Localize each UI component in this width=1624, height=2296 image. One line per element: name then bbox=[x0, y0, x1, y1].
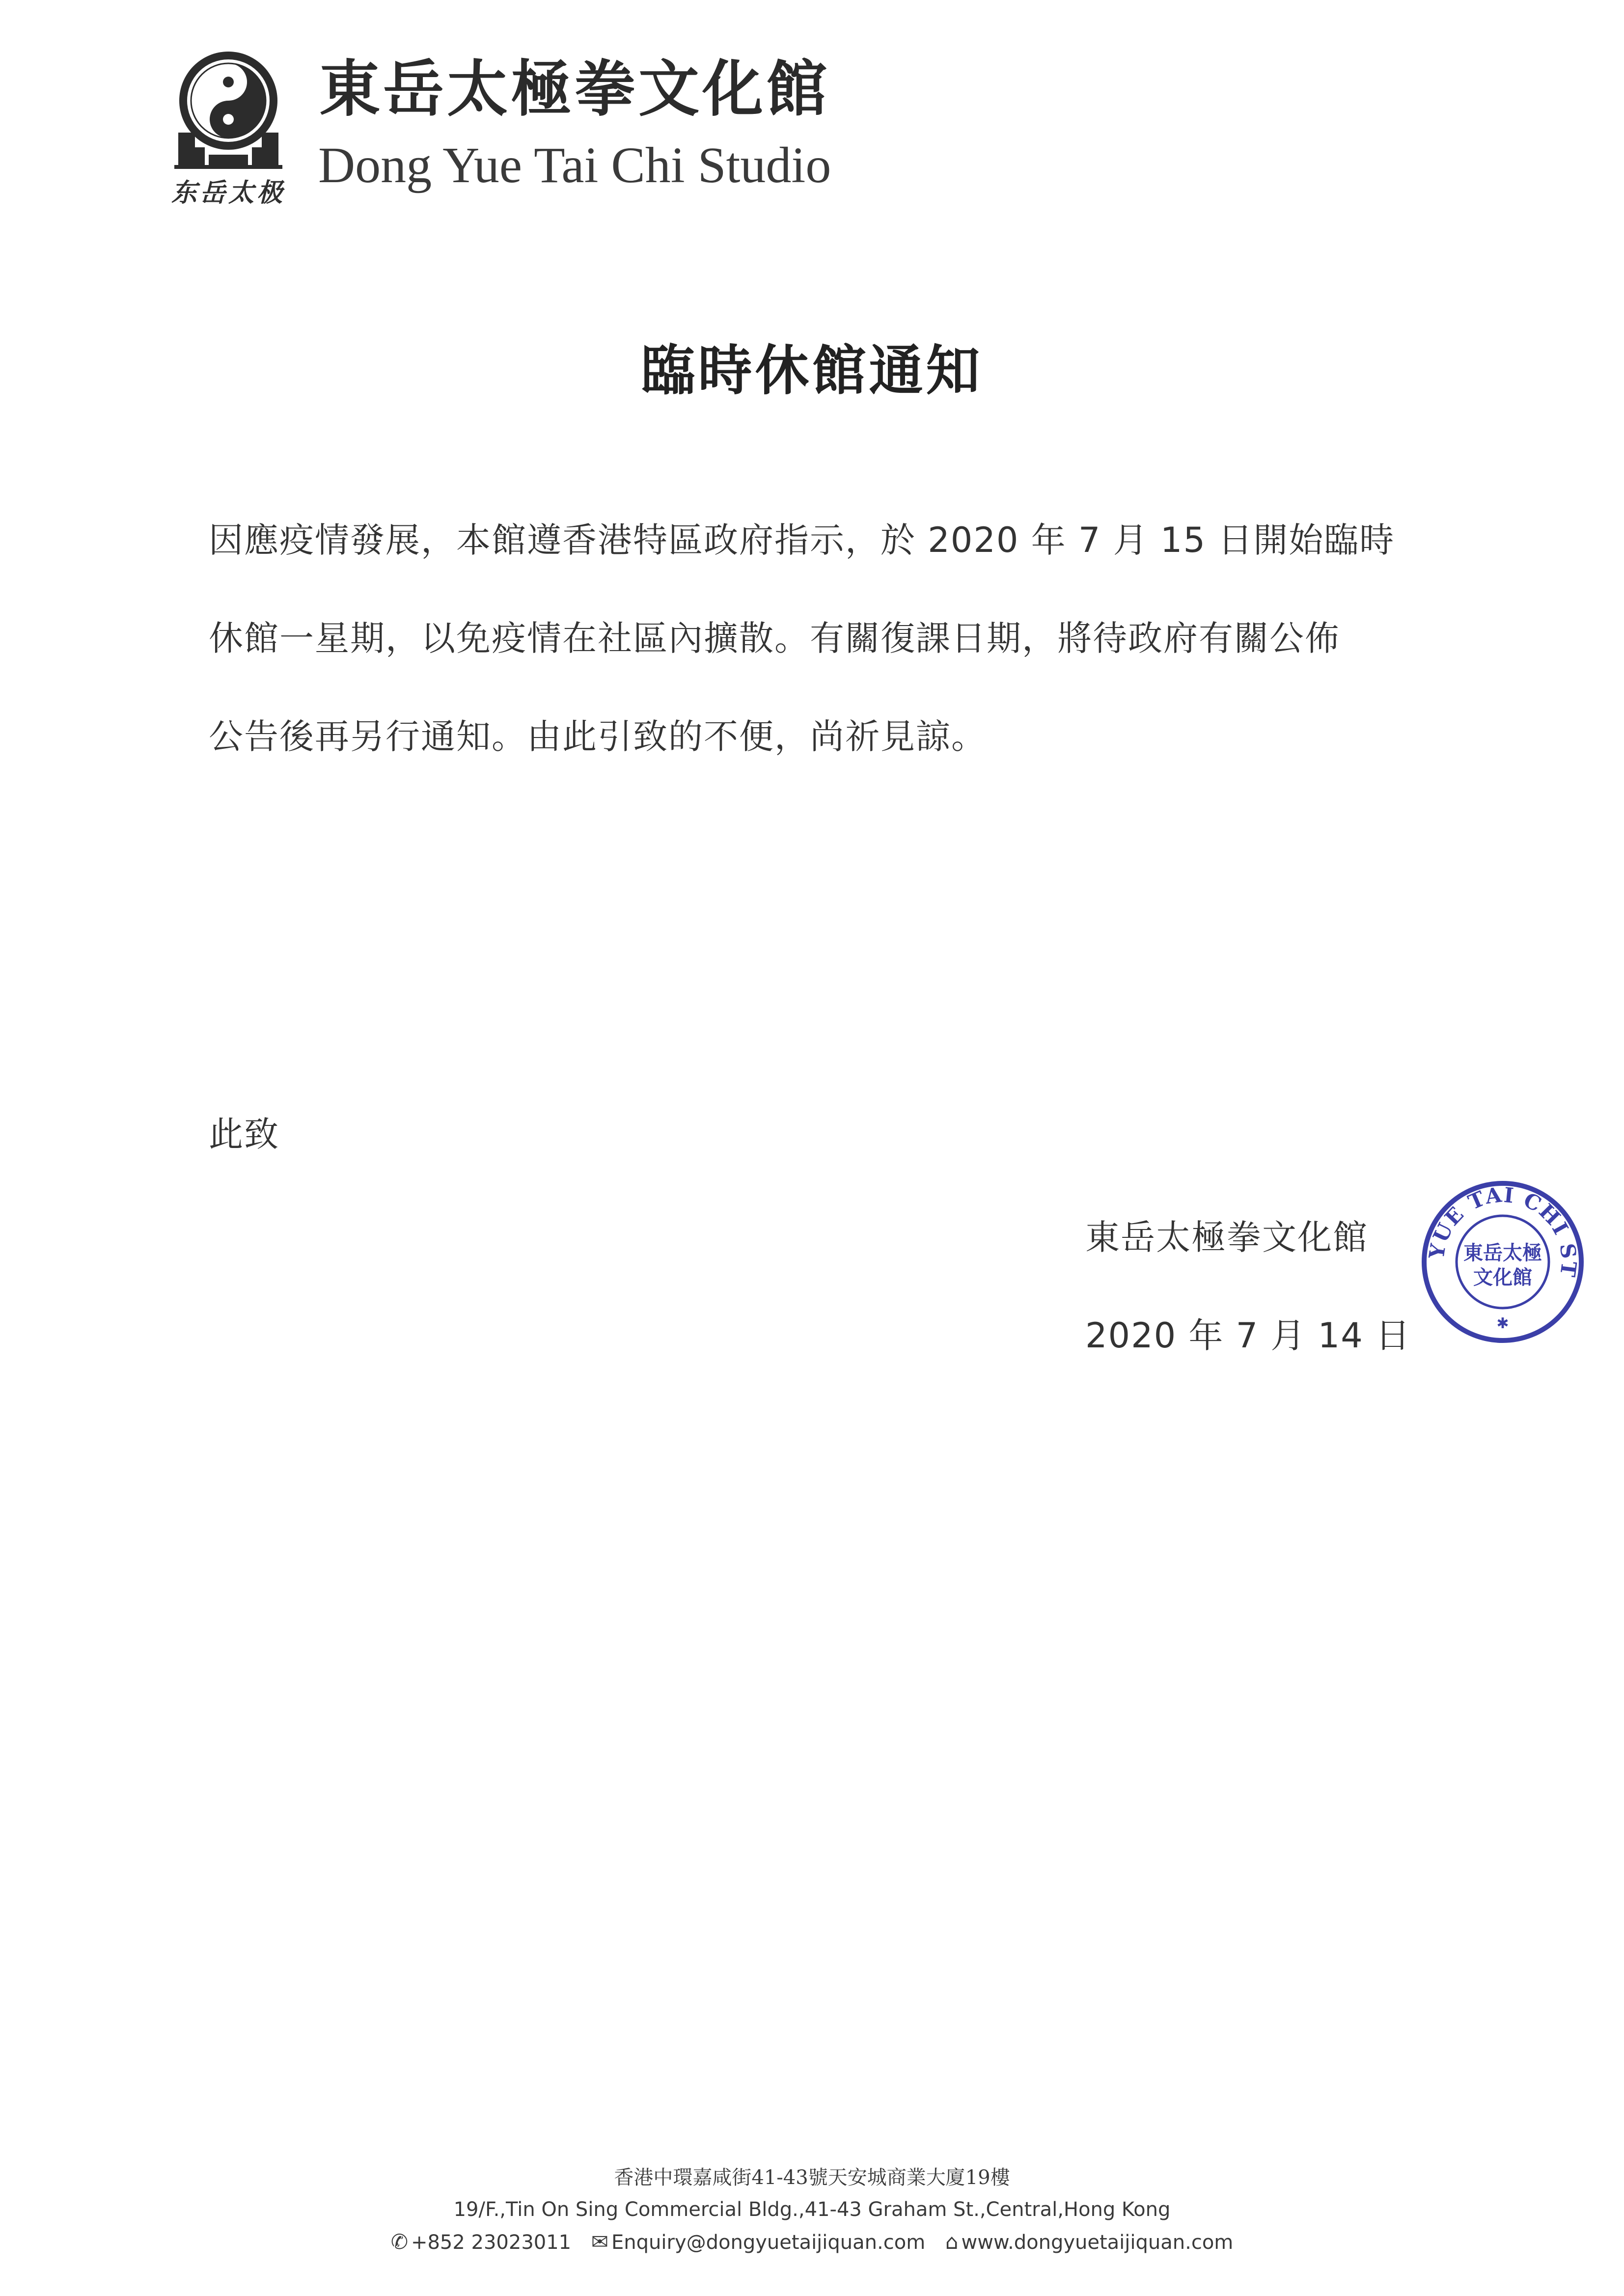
studio-logo bbox=[165, 49, 292, 211]
seal-star-icon: ✱ bbox=[1496, 1315, 1509, 1332]
footer-phone bbox=[391, 2232, 571, 2252]
studio-name-chinese: 東岳太極拳文化館 bbox=[319, 54, 830, 125]
yin-yang-pavilion-icon bbox=[165, 49, 292, 172]
logo-caption: 东岳太极 bbox=[171, 178, 285, 208]
body-line-3: 公告後再另行通知。由此引致的不便，尚祈見諒。 bbox=[209, 716, 987, 757]
body-line-2: 休館一星期，以免疫情在社區內擴散。有關復課日期，將待政府有關公佈 bbox=[209, 618, 1340, 658]
footer-contact bbox=[0, 2232, 1624, 2252]
seal-ring-text: YUE TAI CHI ST bbox=[1424, 1182, 1581, 1280]
envelope-icon: ✉ bbox=[591, 2230, 609, 2254]
footer-address-chinese: 香港中環嘉咸街41-43號天安城商業大廈19樓 bbox=[614, 2166, 1010, 2189]
company-seal-icon bbox=[1419, 1178, 1586, 1345]
closing-salutation: 此致 bbox=[209, 1114, 279, 1154]
notice-title: 臨時休館通知 bbox=[641, 339, 983, 402]
body-line-1: 因應疫情發展，本館遵香港特區政府指示，於 2020 年 7 月 15 日開始臨時 bbox=[209, 520, 1395, 560]
signature-date: 2020 年 7 月 14 日 bbox=[1085, 1315, 1411, 1356]
phone-icon: ✆ bbox=[390, 2230, 408, 2254]
footer-address-english: 19/F.,Tin On Sing Commercial Bldg.,41-43 Graham St.,Central,Hong Kong bbox=[453, 2198, 1171, 2221]
phone-number: +852 23023011 bbox=[411, 2231, 572, 2254]
home-icon: ⌂ bbox=[945, 2230, 959, 2254]
footer-website[interactable] bbox=[945, 2232, 1233, 2252]
studio-name-english: Dong Yue Tai Chi Studio bbox=[318, 137, 831, 193]
seal-center-line-1: 東岳太極 bbox=[1463, 1241, 1542, 1264]
website-url[interactable]: www.dongyuetaijiquan.com bbox=[961, 2231, 1234, 2254]
seal-center-line-2: 文化館 bbox=[1473, 1266, 1532, 1289]
footer-email[interactable] bbox=[591, 2232, 925, 2252]
email-address[interactable]: Enquiry@dongyuetaijiquan.com bbox=[611, 2231, 926, 2254]
signature-name: 東岳太極拳文化館 bbox=[1085, 1217, 1368, 1257]
